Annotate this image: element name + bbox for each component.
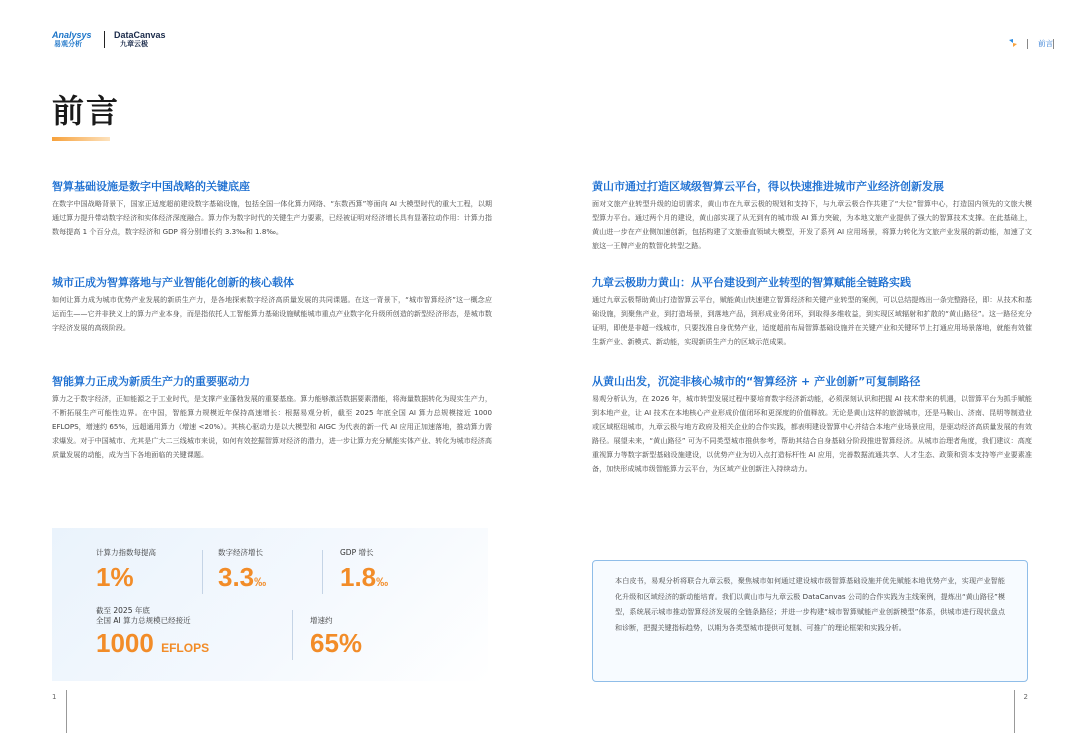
section-datacanvas-practice	[592, 276, 1032, 349]
right-page	[540, 0, 1080, 733]
page-title: 前言	[52, 92, 121, 130]
stat-divider	[322, 550, 323, 594]
stat-label: 截至 2025 年底	[96, 606, 150, 615]
section-city-carrier	[52, 276, 492, 335]
analysys-logo-en: Analysys	[52, 30, 92, 40]
summary-text: 本白皮书，易观分析将联合九章云极，聚焦城市如何通过建设城市级智算基础设施并优先赋能本地优势产业，实现产业智能化升级和区域经济的新动能培育。我们以黄山市与九章云极 DataCanvas 公司的合作实践为主线案例，提炼出“黄山路径”模型，系统展示城市推动智算经济发展的全链条路径；并进一步构建“城市智算赋能产业创新模型”体系，供城市进行现状盘点和诊断，把握关键指标趋势，以期为各类型城市提供可复制、可推广的理论框架和实践分析。	[615, 576, 1005, 632]
stat-value: 3.3‰	[218, 562, 267, 592]
stat-label-2: 全国 AI 算力总规模已经接近	[96, 616, 191, 625]
logo-divider	[104, 31, 105, 48]
stat-digital-economy	[218, 548, 266, 597]
header-divider	[1053, 39, 1054, 49]
header-divider	[1027, 39, 1028, 49]
section-heading: 从黄山出发，沉淀非核心城市的“智算经济 + 产业创新”可复制路径	[592, 375, 921, 388]
stat-value: 1000 EFLOPS	[96, 628, 210, 658]
running-header: 前言	[1038, 39, 1053, 48]
stat-growth-rate	[310, 616, 362, 658]
section-heading: 智算基础设施是数字中国战略的关键底座	[52, 180, 250, 193]
stat-label: GDP 增长	[340, 548, 374, 557]
section-heading: 黄山市通过打造区域级智算云平台，得以快速推进城市产业经济创新发展	[592, 180, 944, 193]
stats-panel	[52, 528, 488, 681]
section-body: 易观分析认为，在 2026 年，城市转型发展过程中要培育数字经济新动能，必须深刻认识和把握 AI 技术带来的机遇，以智算平台为抓手赋能到本地产业，让 AI 技术在本地核心产业形成价值闭环和更深度的价值释放。无论是黄山这样的旅游城市，还是马鞍山、济南、昆明等制造业或区域枢纽城市，九章云极与地方政府及相关企业的合作实践，都表明建设智算中心并结合本地产业场景应用，是驱动经济高质量发展的有效路径。展望未来，“黄山路径” 可为不同类型城市推供参考，帮助其结合自身基础分阶段推进智算经济。从城市治理者角度，我们建议：高度重视算力等数字新型基础设施建设，以优势产业为切入点打造标杆性 AI 应用，完善数据流通共享、人才生态、政策和资本支持等产业要素准备，加快形成城市级智能算力云平台，为区域产业创新注入持续动力。	[592, 394, 1032, 473]
stat-label: 数字经济增长	[218, 548, 263, 557]
datacanvas-logo-en: DataCanvas	[114, 30, 166, 40]
summary-box	[592, 560, 1028, 682]
section-infrastructure	[52, 180, 492, 239]
section-heading: 智能算力正成为新质生产力的重要驱动力	[52, 375, 250, 388]
section-computing-power	[52, 375, 492, 462]
section-body: 在数字中国战略背景下，国家正适度超前建设数字基础设施，包括全国一体化算力网络、“东数西算”等面向 AI 大模型时代的重大工程，以期通过算力提升带动数字经济和实体经济深度融合。算力作为数字时代的关键生产力要素，已经被证明对经济增长具有显著拉动作用：计算力指数每提高 1 个百分点，数字经济和 GDP 将分别增长约 3.3‰和 1.8‰。	[52, 199, 492, 236]
section-huangshan-platform	[592, 180, 1032, 253]
section-heading: 九章云极助力黄山：从平台建设到产业转型的智算赋能全链路实践	[592, 276, 911, 289]
stat-value: 1%	[96, 562, 134, 592]
datacanvas-logo	[114, 30, 166, 49]
analysys-logo-cn: 易观分析	[54, 40, 82, 48]
section-body: 算力之于数字经济，正如能源之于工业时代，是支撑产业蓬勃发展的重要基座。算力能够激活数据要素潜能，将海量数据转化为现实生产力，不断拓展生产可能性边界。在中国，智能算力规模近年保持高速增长：根据易观分析，截至 2025 年底全国 AI 算力总规模接近 1000 EFLOPS，增速约 65%，远超通用算力（增速 <20%）。其核心驱动力是以大模型和 AIGC 为代表的新一代 AI 应用正加速落地，推动算力需求爆发。对于中国城市、尤其是广大二三线城市来说，如何有效挖掘智算对经济的潜力，进一步让算力充分赋能实体产业、转化为城市经济高质量发展的动能，成为当下各地面临的关键课题。	[52, 394, 492, 459]
section-marker-icon	[1008, 38, 1018, 48]
stat-label: 增速约	[310, 616, 333, 625]
section-replicable-path	[592, 375, 1032, 476]
datacanvas-logo-cn: 九章云极	[120, 40, 148, 48]
page-number: 1	[52, 693, 57, 701]
section-heading: 城市正成为智算落地与产业智能化创新的核心载体	[52, 276, 294, 289]
stat-ai-compute-scale	[96, 606, 209, 663]
stat-gdp	[340, 548, 388, 597]
stat-value: 1.8‰	[340, 562, 389, 592]
stat-divider	[292, 610, 293, 660]
section-body: 面对文旅产业转型升级的迫切需求，黄山市在九章云极的规划和支持下，与九章云极合作共建了“大位”智算中心，打造国内领先的文旅大模型算力平台。通过两个月的建设，黄山部实现了从无到有的城市级 AI 算力突破，为本地文旅产业提供了强大的智算技术支撑。在此基础上，黄山进一步在产业侧加速创新，包括构建了文旅垂直领域大模型，开发了系列 AI 应用场景，将算力转化为文旅产业发展的新动能，加速了文旅这一王牌产业的数智化转型之路。	[592, 199, 1032, 250]
page-number: 2	[1023, 693, 1028, 701]
stat-value: 65%	[310, 628, 363, 658]
section-body: 如何让算力成为城市优势产业发展的新质生产力，是各地探索数字经济高质量发展的共同课题。在这一背景下，“城市智算经济”这一概念应运而生——它并非狭义上的算力产业本身，而是指依托人工智能算力基础设施赋能城市重点产业数字化升级所创造的新型经济形态，是城市数字经济发展的高级阶段。	[52, 295, 492, 332]
analysys-logo	[52, 30, 96, 49]
section-body: 通过九章云极帮助黄山打造智算云平台，赋能黄山快速建立智算经济和关键产业转型的案例，可以总结提炼出一条完整路径，即：从技术和基础设施，到聚焦产业，到打造场景，到落地产品，到形成业务闭环，到取得多维收益，到实现区域辐射和扩散的“黄山路径”。这一路径充分证明，即使是非超一线城市，只要找准自身优势产业，适度超前布局智算基础设施并在关键产业和关键环节上打通应用场景落地，就能有效催生新产业、新模式、新动能，实现新质生产力的区域示范成果。	[592, 295, 1032, 346]
margin-line	[1014, 690, 1015, 733]
title-underline	[52, 137, 110, 141]
margin-line	[66, 690, 67, 733]
stat-label: 计算力指数每提高	[96, 548, 156, 557]
stat-divider	[202, 550, 203, 594]
stat-compute-index	[96, 548, 156, 592]
